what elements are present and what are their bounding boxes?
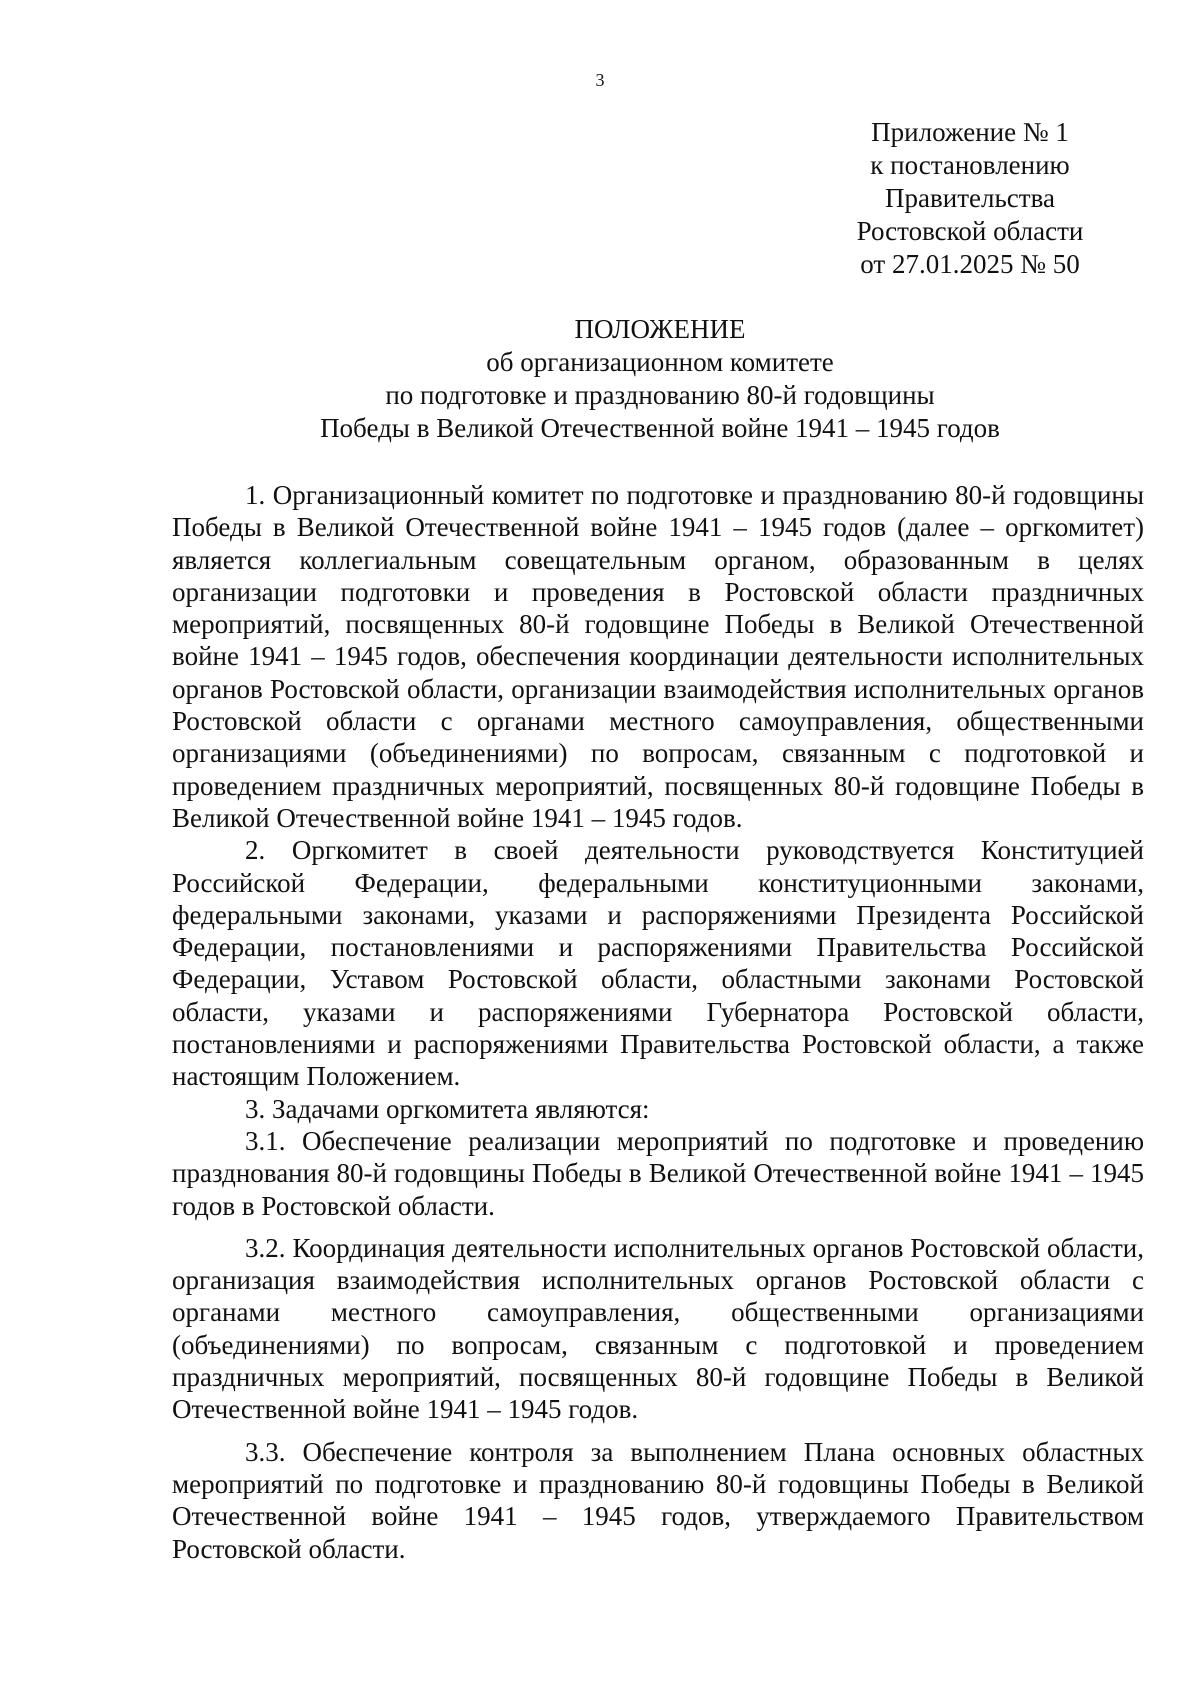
appendix-line: Ростовской области bbox=[856, 216, 1084, 246]
title-line: Победы в Великой Отечественной войне 1941 – 1945 годов bbox=[320, 413, 1000, 443]
paragraph-3-2: 3.2. Координация деятельности исполнительных органов Ростовской области, организация взаимодействия исполнительных органов Ростовской области с органами местного самоуправления, общественными организациями (объединениями) по вопросам, связанным с подготовкой и проведением праздничных мероприятий, посвященных 80-й годовщине Победы в Великой Отечественной войне 1941 – 1945 годов. bbox=[172, 1232, 1144, 1425]
appendix-line: Правительства bbox=[885, 183, 1055, 213]
paragraph-2: 2. Оргкомитет в своей деятельности руководствуется Конституцией Российской Федерации, федеральными конституционными законами, федеральными законами, указами и распоряжениями Президента Российской Федерации, постановлениями и распоряжениями Правительства Российской Федерации, Уставом Ростовской области, областными законами Ростовской области, указами и распоряжениями Губернатора Ростовской области, постановлениями и распоряжениями Правительства Ростовской области, а также настоящим Положением. bbox=[172, 835, 1144, 1092]
appendix-line: к постановлению bbox=[870, 150, 1070, 180]
title-line: по подготовке и празднованию 80-й годовщины bbox=[385, 380, 935, 410]
document-body bbox=[172, 479, 1144, 1565]
paragraph-3-3: 3.3. Обеспечение контроля за выполнением Плана основных областных мероприятий по подготовке и празднованию 80-й годовщины Победы в Великой Отечественной войне 1941 – 1945 годов, утверждаемого Правительством Ростовской области. bbox=[172, 1436, 1144, 1564]
title-heading: ПОЛОЖЕНИЕ bbox=[574, 314, 746, 344]
document-title bbox=[170, 313, 1150, 445]
paragraph-3-1: 3.1. Обеспечение реализации мероприятий по подготовке и проведению празднования 80-й годовщины Победы в Великой Отечественной войне 1941 – 1945 годов в Ростовской области. bbox=[172, 1125, 1144, 1221]
paragraph-3: 3. Задачами оргкомитета являются: bbox=[245, 1093, 650, 1124]
appendix-block bbox=[820, 116, 1120, 281]
page-number: 3 bbox=[595, 70, 605, 90]
paragraph-1: 1. Организационный комитет по подготовке и празднованию 80-й годовщины Победы в Великой Отечественной войне 1941 – 1945 годов (далее – оргкомитет) является коллегиальным совещательным органом, образованным в целях организации подготовки и проведения в Ростовской области праздничных мероприятий, посвященных 80-й годовщине Победы в Великой Отечественной войне 1941 – 1945 годов, обеспечения координации деятельности исполнительных органов Ростовской области, организации взаимодействия исполнительных органов Ростовской области с органами местного самоуправления, общественными организациями (объединениями) по вопросам, связанным с подготовкой и проведением праздничных мероприятий, посвященных 80-й годовщине Победы в Великой Отечественной войне 1941 – 1945 годов. bbox=[172, 480, 1144, 833]
title-line: об организационном комитете bbox=[486, 347, 834, 377]
appendix-line: от 27.01.2025 № 50 bbox=[860, 249, 1080, 279]
appendix-line: Приложение № 1 bbox=[871, 117, 1069, 147]
